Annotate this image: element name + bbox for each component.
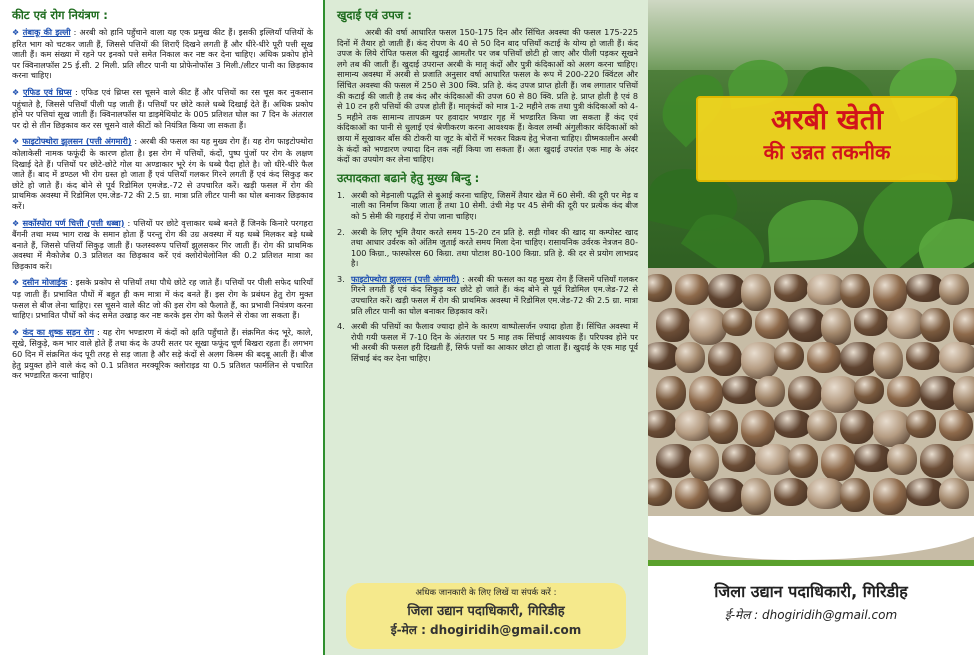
pest-description: : इसके प्रकोप से पत्तियाँ तथा पौधे छोटे रह जाते हैं। पत्तियों पर पीली सफेद धारियाँ पड़ जाती हैं। प्रभावित पौधों में बहुत ही कम मात्रा में कंद बनते हैं। इस रोग के प्रबंधन हेतु रोग मुक्त फसल से बीज लेना चाहिए। रस चूसने वाले कीट जो की इस रोग को फैलाते हैं, का प्रभावी नियंत्रण करना चाहिए। प्रभावित पौधों को कंद समेत उखाड़ कर नष्ट करके इस रोग को फैलने से रोका जा सकता हैं।	[12, 277, 314, 321]
point-number: 1.	[337, 189, 345, 200]
corm-shape	[807, 410, 837, 441]
corm-shape	[774, 342, 804, 370]
corm-shape	[741, 342, 779, 379]
pest-description: : पत्तियों पर छोटे वृत्ताकार धब्बे बनते हैं जिनके किनारे परगहरा बैंगनी तथा मध्य भाग राख के समान होता हैं परन्तु रोग की उग्र अवस्था में यह धब्बे मिलकर बड़े धब्बे बनाते हैं, जिससे पत्तियाँ सिकुड़ जाती हैं। फलस्वरूप पत्तियाँ झुलसकर गिर जाती हैं। रोग की प्राथमिक अवस्था में मैकोजेब 0.3 प्रतिशत का छिड़काव करें एवं क्लोरोथेलोनिल की 0.2 प्रतिशत मात्रा का छिड़काव करें।	[12, 217, 314, 271]
point-text	[351, 274, 638, 316]
pest-entry	[12, 87, 313, 130]
corm-shape	[755, 308, 789, 339]
point-body: अरबी को मेड़नाली पद्धति से बुआई करना चाहिए, जिसमें तैयार खेत में 60 सेमी. की दूरी पर मेड़ व नाली का निर्माण किया जाता हैं तथा 10 सेमी. उंची मेड़ पर 45 सेमी की दूरी पर प्रत्येक कंद बीज को 5 सेमी की गहराई में रोपा जाना चाहिए।	[351, 189, 638, 221]
corm-shape	[854, 308, 888, 336]
point-body: : अरबी की फसल का यह मुख्य रोग हैं जिसमें पत्तियाँ गलकर गिरने लगती हैं एवं कंद सिकुड़ कर छोटे हो जाते हैं। कंद बोने से पूर्व रिडोमिल एम.जेड-72 से उपचारित करें। खड़ी फसल में रोग की प्राथमिक अवस्था में रिडोमिल एम.जेड-72 की 2.5 ग्रा. मात्रा प्रति लीटर पानी का घोल बनाकर छिड़काव करें।	[351, 273, 638, 316]
pest-description: : यह रोग भण्डारण में कंदों को क्षति पहुँचाते हैं। संक्रमित कंद भूरे, काले, सूखे, सिकुड़े, कम भार वाले होते हैं तथा कंद के उपरी सतर पर सूखा फफूंद चूर्ण बिखरा रहता हैं। लगभग 60 दिन में संक्रमित कंद पूरी तरह से सड़ जाता है और सड़े कंदों से अलग किस्म की बदबू आती हैं। बीज हेतु प्रयुक्त होने वाले कंद को 0.1 प्रतिशत मरक्यूरिक क्लोराइड या 0.5 प्रतिशत फार्मलिन से पचारित कर भण्डारित करना चाहिए।	[12, 326, 313, 381]
leaf-shape	[766, 198, 859, 263]
pest-entry	[12, 327, 313, 381]
corm-shape	[755, 376, 785, 407]
corm-shape	[887, 444, 917, 475]
corm-shape	[689, 308, 727, 345]
footer-office: जिला उद्यान पदाधिकारी, गिरिडीह	[714, 582, 908, 601]
pest-description: : अरबी को हानि पहुँचाने वाला यह एक प्रमुख कीट हैं। इसकी इल्लियाँ पत्तियों के हरित भाग को चटकर जाती हैं, जिससे पत्तियों की शिराएँ दिखने लगती हैं और धीरे-धीरे पूरी पत्ती सूख जाती हैं। कम संख्या में रहने पर इनको पत्ते समेत निकाल कर नष्ट कर देना चाहिए। अधिक प्रकोप होने पर क्विनालफॉस 25 ई.सी. 2 मिली. प्रति लीटर पानी या प्रोफेनोफॉस 3 मिली./लीटर पानी का छिड़काव करना चाहिए।	[12, 27, 314, 81]
cover-column	[648, 0, 974, 655]
corm-shape	[788, 376, 822, 410]
corm-shape	[920, 444, 954, 478]
point-number: 3.	[337, 273, 345, 284]
corm-shape	[708, 410, 738, 444]
corm-shape	[840, 410, 874, 444]
corm-shape	[774, 478, 808, 506]
pest-entry	[12, 218, 313, 272]
corm-shape	[648, 274, 672, 302]
corm-shape	[920, 308, 950, 342]
contact-email[interactable]: ई-मेल : dhogiridih@gmail.com	[390, 623, 582, 637]
bullet-icon: ❖	[12, 278, 20, 288]
title-box	[696, 96, 958, 182]
corm-shape	[953, 376, 974, 413]
contact-office: जिला उद्यान पदाधिकारी, गिरिडीह	[407, 604, 565, 619]
pest-entry	[12, 277, 313, 320]
pest-name: सर्कोस्पोरा पर्ण चित्ती (पत्ती धब्बा)	[22, 217, 125, 228]
pest-name: एफिड एवं थ्रिप्स	[22, 86, 72, 97]
bullet-icon: ❖	[12, 218, 20, 228]
corm-shape	[953, 444, 974, 481]
productivity-point	[337, 321, 638, 363]
point-head: फाइटोफ्थोरा झुलसन (पत्ती अंगमारी)	[351, 273, 460, 284]
corm-shape	[939, 274, 969, 305]
footer	[648, 560, 974, 655]
contact-box	[346, 583, 626, 649]
pest-control-title: कीट एवं रोग नियंत्रण :	[12, 8, 108, 22]
corm-shape	[840, 478, 870, 512]
pest-description: : अरबी की फसल का यह मुख्य रोग हैं। यह रोग फाइटोफ्थोरा कोलाकेसी नामक फफूंदी के कारण होता है। इस रोग में पत्तियों, कंदों, पुष्प पुंजों पर रोग के लक्षण दिखाई देते हैं। पत्तियों पर छोटे-छोटे गोल या अण्डाकार भूरे रंग के धब्बे पैदा होते है। जो धीरे-धीरे फैल जाते हैं। बाद में डण्ठल भी रोग ग्रस्त हो जाता हैं एवं पत्तियाँ गलकर गिरने लगती हैं एवं कंद सिकुड़ कर छोटे हो जाते हैं। कंद बोने से पूर्व रिडोमिल एमजेड.-72 से उपचारित करें। खड़ी फसल में रोग की प्राथमिक अवस्था में रिडोमिल एम.जेड-72 की 2.5 ग्रा. मात्रा प्रति लीटर पानी का घोल बनाकर छिड़काव करें।	[12, 136, 313, 211]
corm-shape	[939, 410, 973, 441]
pest-name: कंद का शुष्क सड़न रोग	[22, 326, 94, 337]
pest-list	[12, 27, 313, 381]
footer-email[interactable]: ई-मेल : dhogiridih@gmail.com	[724, 608, 898, 622]
corm-shape	[675, 342, 705, 373]
point-body: अरबी के लिए भूमि तैयार करते समय 15-20 टन प्रति हे. सड़ी गोबर की खाद या कम्पोस्ट खाद तथा आधार उर्वरक को अंतिम जुताई करते समय मिला देना चाहिए। रासायनिक उर्वरक नेत्रजन 80-100 किग्रा., फास्फोरस 60 किग्रा. तथा पोटाश 80-100 किग्रा. प्रति हे. की दर से प्रयोग लाभप्रद है।	[351, 226, 638, 269]
pest-control-column	[0, 0, 323, 655]
corm-shape	[675, 478, 709, 509]
corm-shape	[656, 376, 686, 410]
pest-description: : एफिड एवं थ्रिप्स रस चूसने वाले कीट हैं और पत्तियों का रस चूस कर नुकसान पहुंचाते है, जिससे पत्तियाँ पीली पड़ जाती हैं। पत्तियाँ पर छोटे काले धब्बे दिखाई देते हैं। अधिक प्रकोप होने पर पत्तियां सूख जाती हैं। क्विनालफॉस या डाइमेथियोट के 005 प्रतिशत घोल का 7 दिन के अंतराल पर दो से तीन छिड़काव कर रस चूसने वाले कीटों को नियंत्रित किया जा सकता हैं।	[12, 86, 314, 130]
bullet-icon: ❖	[12, 137, 20, 147]
harvest-paragraph: अरबी की वर्षा आधारित फसल 150-175 दिन और सिंचित अवस्था की फसल 175-225 दिनों में तैयार हो जाती हैं। कंद रोपण के 40 से 50 दिन बाद पत्तियाँ कटाई के योग्य हो जाती हैं। कंद उपज के लिये रोपित फसल की खुदाई आमतौर पर जब पत्तियाँ छोटी हो जाए और पीली पड़कर सूखने लगे तब की जाती हैं। खुदाई उपरान्त अरबी के मातृ कंदों और पुत्री कंदिकाओं को अलग करना चाहिए। सामान्य अवस्था में अरबी से प्रजाति अनुसार वर्षा आधारित फसल के रूप में 200-220 क्विंटल और सिंचित अवस्था की फसल में 250 से 300 क्वि. प्रति हे. कंद उपज प्राप्त होती हैं। जब लगातार पत्तियों की कटाई की जाती है तब कंद और कंदिकाओं की उपज 60 से 80 क्वि. प्रति हे. प्राप्त होती है एवं 8 से 10 टन हरी पत्तियों की उपज होती हैं। मातृकंदों को मात्र 1-2 महीने तक तथा पुत्री कंदिकाओं को 4-5 महीने तक सामान्य तापक्रम पर हवादार भण्डार गृह में भण्डारित किया जा सकता हैं कंद एवं कंदिकाओं का पानी से धुलाई एवं श्रेणीकरण करना आवश्यक हैं। केवल लम्बी अंगुलीकार कंदिकाओं को छाया में सूखाकर बाँस की टोकरी या जूट के बोरों में भरकर विक्रय हेतु भेजना चाहिए। ग्रीष्मकालीन अरबी के कंदों को भण्डारण ज्यादा दिन तक नहीं किया जा सकता हैं। अतः खुदाई उपरांत एक माह के अंदर कंदों का उपयोग कर लेना चाहिए।	[337, 27, 638, 165]
corm-shape	[741, 410, 775, 447]
corm-shape	[788, 444, 818, 478]
productivity-point	[337, 190, 638, 222]
corm-shape	[675, 274, 709, 305]
corm-shape	[939, 478, 969, 509]
corm-shape	[873, 410, 911, 447]
corm-shape	[722, 308, 752, 336]
corm-shape	[689, 376, 723, 413]
corm-shape	[821, 308, 851, 345]
sub-title: की उन्नत तकनीक	[763, 140, 891, 164]
contact-note: अधिक जानकारी के लिए लिखें या संपर्क करें :	[415, 588, 557, 598]
point-text	[351, 321, 638, 363]
white-wave	[648, 516, 974, 560]
footer-strip	[648, 560, 974, 566]
corm-shape	[854, 376, 884, 404]
corm-shape	[821, 376, 859, 413]
point-body: अरबी की पत्तियों का फैलाव ज्यादा होने के कारण वाष्पोत्सर्जन ज्यादा होता हैं। सिंचित अवस्था में रोपी गयी फसल में 7-10 दिन के अंतराल पर 5 माह तक सिंचाई आवश्यक हैं। परिपक्व होने पर भी अरबी की फसल हरी दिखती हैं, सिर्फ पत्तों का आकार छोटा हो जाता हैं। खुदाई के एक माह पूर्व सिंचाई बंद कर देना चाहिए।	[351, 321, 638, 364]
corm-shape	[708, 342, 742, 376]
corm-shape	[906, 410, 936, 438]
corm-shape	[648, 410, 676, 438]
point-text	[351, 190, 638, 222]
pest-name: तंबाकू की इल्ली	[22, 27, 71, 37]
corm-shape	[722, 444, 756, 472]
corm-shape	[774, 274, 808, 302]
corm-shape	[939, 342, 974, 373]
productivity-point	[337, 227, 638, 269]
corm-shape	[656, 308, 690, 342]
point-number: 2.	[337, 226, 345, 237]
bullet-icon: ❖	[12, 87, 20, 97]
corm-shape	[840, 274, 870, 308]
bullet-icon: ❖	[12, 28, 20, 37]
pest-name: दसीन मोजाईक	[22, 277, 68, 288]
corm-shape	[953, 308, 974, 345]
corm-shape	[741, 274, 771, 311]
bullet-icon: ❖	[12, 327, 20, 337]
corm-shape	[821, 444, 855, 481]
corm-shape	[873, 342, 903, 379]
corm-shape	[906, 342, 940, 370]
corm-shape	[807, 342, 841, 373]
point-number: 4.	[337, 321, 345, 332]
taro-field-photo	[648, 0, 974, 270]
productivity-points	[337, 190, 638, 364]
corm-shape	[689, 444, 719, 481]
pest-entry	[12, 27, 313, 81]
point-text	[351, 227, 638, 269]
taro-corms-photo	[648, 268, 974, 560]
productivity-title: उत्पादकता बढाने हेतु मुख्य बिन्दु :	[337, 170, 480, 185]
corm-shape	[873, 274, 907, 311]
corm-shape	[887, 376, 921, 407]
pest-name: फाइटोफ्थोरा झुलसन (पत्ती अंगमारी)	[22, 136, 132, 147]
main-title: अरबी खेती	[771, 103, 883, 136]
harvest-column	[323, 0, 648, 655]
productivity-point	[337, 274, 638, 316]
pest-entry	[12, 136, 313, 211]
corm-shape	[648, 478, 672, 506]
harvest-title: खुदाई एवं उपज :	[337, 8, 412, 22]
